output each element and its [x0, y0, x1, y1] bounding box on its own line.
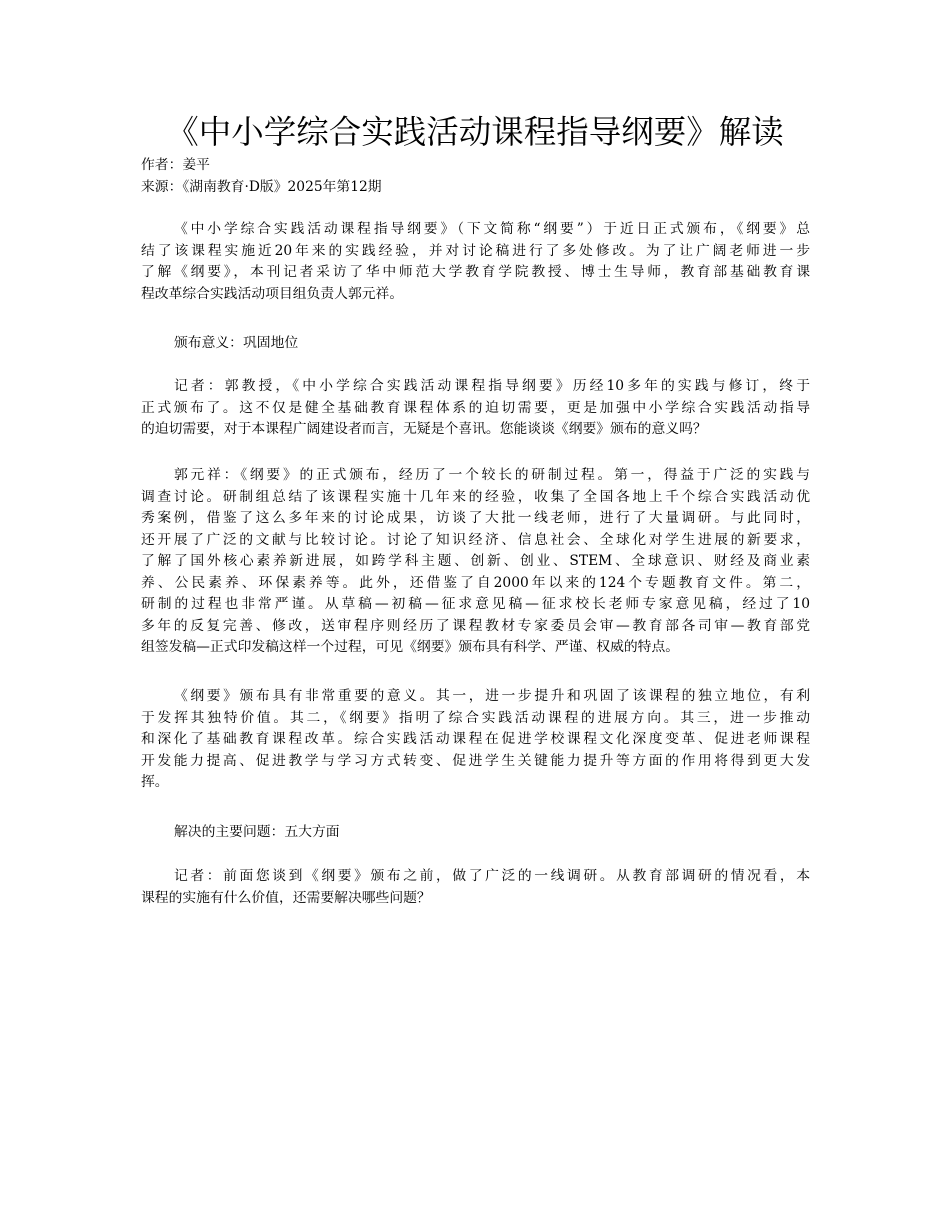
text-line: 和深化了基础教育课程改革。综合实践活动课程在促进学校课程文化深度变革、促进老师课程: [141, 731, 810, 747]
source-line: 来源：《湖南教育·D版》2025年第12期: [141, 179, 382, 195]
text-line: 《中小学综合实践活动课程指导纲要》（下文简称“纲要”）于近日正式颁布，《纲要》总: [174, 221, 810, 237]
section-heading-significance: 颁布意义：巩固地位: [174, 335, 299, 351]
text-line: 了解了国外核心素养新进展，如跨学科主题、创新、创业、STEM、全球意识、财经及商业素: [141, 553, 810, 569]
text-line: 正式颁布了。这不仅是健全基础教育课程体系的迫切需要，更是加强中小学综合实践活动指导: [141, 399, 810, 416]
author-line: 作者：姜平: [141, 157, 210, 173]
interviewer-question-paragraph: [141, 376, 810, 441]
text-line: 于发挥其独特价值。其二，《纲要》指明了综合实践活动课程的进展方向。其三，进一步推动: [141, 709, 810, 726]
text-line: 养、公民素养、环保素养等。此外，还借鉴了自2000年以来的124个专题教育文件。第二，: [141, 574, 810, 591]
text-line: 了解《纲要》，本刊记者采访了华中师范大学教育学院教授、博士生导师，教育部基础教育课: [141, 264, 810, 280]
text-line: 课程的实施有什么价值，还需要解决哪些问题？: [141, 889, 431, 906]
text-line: 还开展了广泛的文献与比较讨论。讨论了知识经济、信息社会、全球化对学生进展的新要求，: [141, 531, 810, 548]
text-line: 的迫切需要，对于本课程广阔建设者而言，无疑是个喜讯。您能谈谈《纲要》颁布的意义吗？: [141, 421, 707, 437]
text-line: 结了该课程实施近20年来的实践经验，并对讨论稿进行了多处修改。为了让广阔老师进一步: [141, 242, 810, 259]
text-line: 记者：郭教授，《中小学综合实践活动课程指导纲要》历经10多年的实践与修订，终于: [174, 378, 810, 394]
text-line: 记者：前面您谈到《纲要》颁布之前，做了广泛的一线调研。从教育部调研的情况看，本: [174, 868, 810, 884]
text-line: 程改革综合实践活动项目组负责人郭元祥。: [141, 285, 404, 302]
text-line: 郭元祥：《纲要》的正式颁布，经历了一个较长的研制过程。第一，得益于广泛的实践与: [174, 467, 810, 483]
text-line: 研制的过程也非常严谨。从草稿—初稿—征求意见稿—征求校长老师专家意见稿，经过了10: [141, 596, 810, 612]
text-line: 开发能力提高、促进教学与学习方式转变、促进学生关键能力提升等方面的作用将得到更大发: [141, 752, 810, 769]
text-line: 挥。: [141, 774, 169, 790]
closing-question-paragraph: [141, 866, 810, 909]
intro-paragraph: [141, 219, 810, 305]
text-line: 组签发稿—正式印发稿这样一个过程，可见《纲要》颁布具有科学、严谨、权威的特点。: [141, 639, 680, 655]
answer-paragraph: [141, 465, 810, 659]
significance-paragraph: [141, 686, 810, 794]
text-line: 多年的反复完善、修改，送审程序则经历了课程教材专家委员会审—教育部各司审—教育部党: [141, 617, 810, 634]
text-line: 调查讨论。研制组总结了该课程实施十几年来的经验，收集了全国各地上千个综合实践活动优: [141, 488, 810, 505]
text-line: 秀案例，借鉴了这么多年来的讨论成果，访谈了大批一线老师，进行了大量调研。与此同时，: [141, 510, 810, 526]
text-line: 《纲要》颁布具有非常重要的意义。其一，进一步提升和巩固了该课程的独立地位，有利: [174, 688, 810, 704]
section-heading-main-problems: 解决的主要问题：五大方面: [174, 824, 340, 840]
document-title: 《中小学综合实践活动课程指导纲要》解读: [166, 113, 784, 151]
